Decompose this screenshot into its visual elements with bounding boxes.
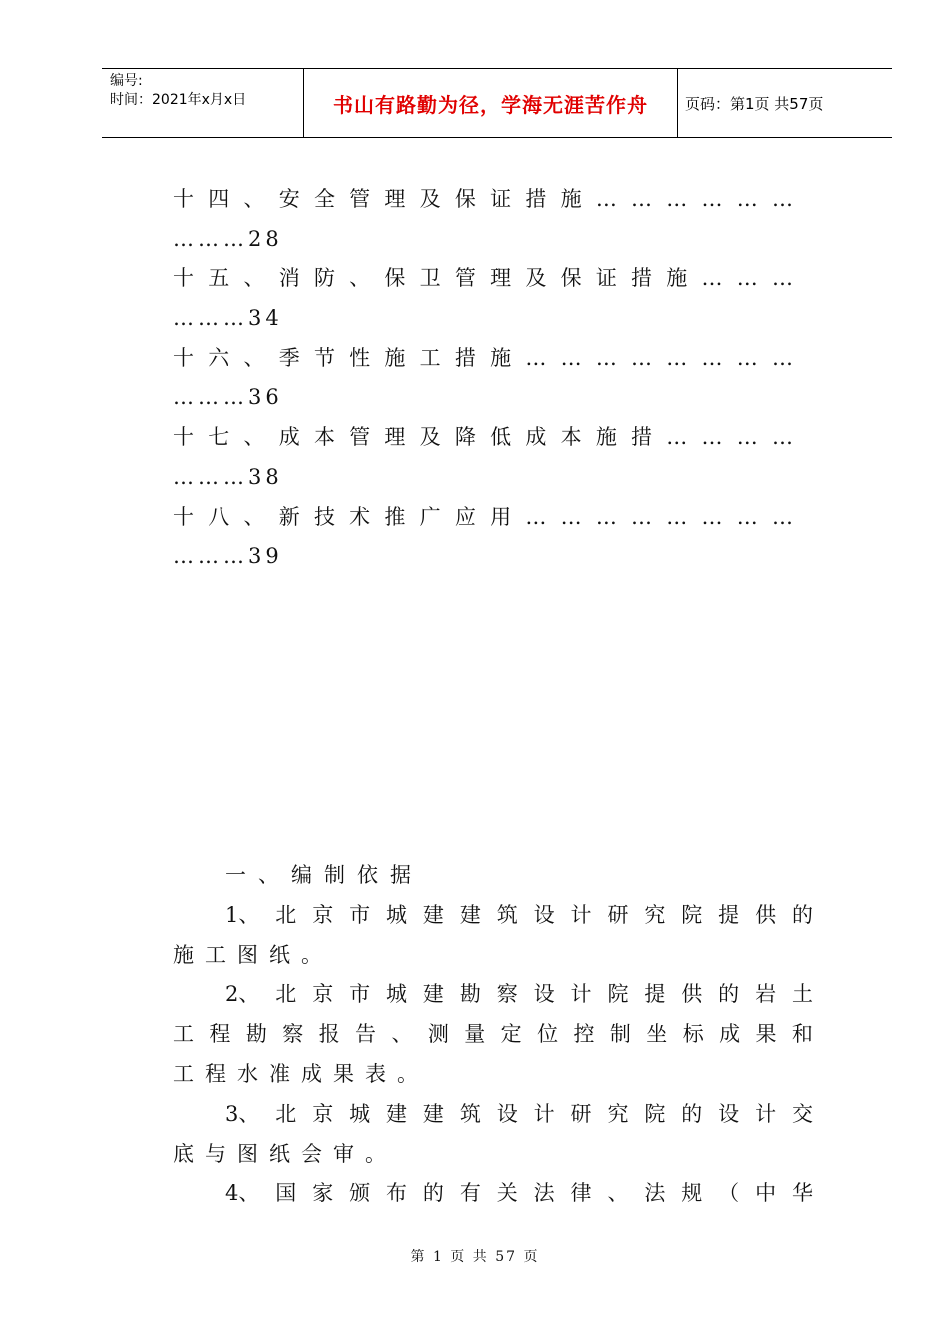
text-char: （: [718, 1181, 740, 1206]
toc-char: 、: [243, 425, 265, 450]
text-char: 勘: [245, 1022, 267, 1047]
paragraph-line: 底与图纸会审。: [173, 1141, 397, 1166]
toc-char: 工: [419, 345, 441, 370]
toc-char: 十: [173, 504, 194, 529]
toc-char: 施: [384, 345, 406, 370]
toc-char: 用: [490, 504, 512, 529]
text-char: 中: [755, 1181, 777, 1206]
text-char: 设: [533, 902, 555, 927]
document-time-label: 时间：2021年x月x日: [110, 92, 247, 108]
numbered-item-line: [173, 1095, 813, 1135]
text-char: 提: [644, 982, 666, 1007]
toc-char: 六: [208, 345, 230, 370]
toc-char: 成: [278, 425, 300, 450]
toc-char: 、: [243, 266, 265, 291]
text-char: 院: [644, 1101, 666, 1126]
text-char: 京: [312, 902, 334, 927]
text-char: 供: [681, 982, 703, 1007]
text-char: 城: [349, 1101, 371, 1126]
toc-char: …: [701, 266, 723, 291]
text-char: 3、: [225, 1101, 260, 1126]
text-char: 法: [533, 1181, 555, 1206]
toc-char: 性: [349, 345, 371, 370]
text-char: 筑: [459, 1101, 481, 1126]
text-char: 1、: [225, 902, 260, 927]
toc-entry-page: ………34: [173, 306, 283, 331]
text-char: 勘: [459, 982, 481, 1007]
text-char: 城: [386, 902, 407, 927]
text-char: 、: [391, 1022, 413, 1047]
toc-char: 低: [490, 425, 512, 450]
text-char: 的: [681, 1101, 703, 1126]
text-char: 关: [496, 1181, 518, 1206]
toc-entry-page: ………38: [173, 464, 283, 489]
toc-char: 管: [349, 187, 371, 211]
text-char: 法: [644, 1181, 666, 1206]
document-number-label: 编号:: [110, 73, 143, 89]
toc-char: 理: [384, 425, 406, 450]
toc-char: …: [771, 266, 793, 291]
text-char: 建: [459, 902, 481, 927]
toc-char: 措: [631, 266, 653, 291]
toc-char: 技: [313, 504, 335, 529]
toc-char: …: [771, 504, 793, 529]
toc-char: …: [736, 345, 758, 370]
toc-char: 五: [208, 266, 230, 291]
text-char: 提: [718, 902, 740, 927]
toc-char: …: [701, 425, 723, 450]
text-char: 北: [275, 1101, 297, 1126]
text-char: 建: [422, 902, 444, 927]
text-char: 规: [681, 1181, 703, 1206]
toc-entry[interactable]: [173, 339, 793, 379]
text-char: 坐: [646, 1022, 668, 1047]
toc-char: …: [525, 345, 547, 370]
header-meta: [110, 72, 246, 110]
text-char: 报: [318, 1022, 340, 1047]
text-char: 设: [533, 982, 555, 1007]
paragraph-line: 施工图纸。: [173, 942, 333, 967]
toc-char: 及: [419, 187, 441, 211]
text-char: 程: [209, 1022, 231, 1047]
toc-char: 全: [313, 187, 335, 211]
text-char: 控: [573, 1022, 595, 1047]
text-char: 建: [422, 982, 444, 1007]
text-char: 土: [791, 982, 813, 1007]
text-char: 北: [275, 982, 297, 1007]
text-char: 华: [791, 1181, 813, 1206]
table-of-contents: [173, 180, 793, 577]
toc-char: 理: [490, 266, 512, 291]
text-char: 计: [755, 1101, 777, 1126]
text-char: 市: [349, 982, 371, 1007]
toc-char: …: [631, 504, 653, 529]
toc-char: …: [560, 345, 582, 370]
toc-char: 降: [454, 425, 476, 450]
toc-char: …: [631, 187, 653, 211]
numbered-item-line: [173, 896, 813, 936]
toc-char: 安: [278, 187, 300, 211]
text-char: 计: [533, 1101, 555, 1126]
toc-char: 防: [313, 266, 335, 291]
toc-char: …: [595, 504, 617, 529]
toc-char: …: [701, 345, 723, 370]
page-footer: 第 1 页 共 57 页: [410, 1249, 540, 1265]
header-page-info: 页码：第1页 共57页: [685, 95, 824, 113]
toc-char: …: [560, 504, 582, 529]
text-char: 成: [719, 1022, 741, 1047]
text-char: 京: [312, 1101, 334, 1126]
text-char: 计: [570, 982, 592, 1007]
toc-char: …: [666, 345, 688, 370]
toc-char: 成: [525, 425, 547, 450]
text-char: 告: [355, 1022, 377, 1047]
toc-char: 理: [384, 187, 406, 211]
text-char: 制: [609, 1022, 631, 1047]
text-char: 布: [386, 1181, 407, 1206]
toc-char: 、: [243, 187, 265, 211]
text-char: 建: [386, 1101, 407, 1126]
toc-entry-page: ………28: [173, 226, 283, 251]
toc-entry[interactable]: [173, 180, 793, 220]
text-char: 测: [427, 1022, 449, 1047]
section-heading: 一、编制依据: [225, 863, 423, 887]
toc-char: 消: [278, 266, 300, 291]
toc-entry-page: ………36: [173, 385, 283, 410]
text-char: 的: [422, 1181, 444, 1206]
toc-char: …: [736, 187, 758, 211]
text-char: 的: [791, 902, 813, 927]
toc-char: …: [595, 187, 617, 211]
text-char: 筑: [496, 902, 518, 927]
text-char: 建: [422, 1101, 444, 1126]
toc-char: 、: [349, 266, 371, 291]
toc-char: 施: [595, 425, 617, 450]
text-char: 交: [791, 1101, 813, 1126]
toc-char: 措: [525, 187, 547, 211]
toc-char: …: [771, 187, 793, 211]
text-char: 和: [791, 1022, 813, 1047]
toc-char: …: [666, 504, 688, 529]
text-char: 究: [644, 902, 666, 927]
toc-entry-page: ………39: [173, 544, 283, 569]
toc-char: 施: [490, 345, 512, 370]
toc-char: 措: [454, 345, 476, 370]
text-char: 律: [570, 1181, 592, 1206]
toc-char: …: [525, 504, 547, 529]
toc-char: 措: [631, 425, 653, 450]
toc-char: 施: [666, 266, 688, 291]
toc-char: 四: [208, 187, 230, 211]
text-char: 位: [537, 1022, 559, 1047]
toc-char: 十: [173, 266, 194, 291]
section-body: [173, 856, 813, 1214]
toc-char: 节: [313, 345, 335, 370]
toc-char: …: [595, 345, 617, 370]
toc-char: …: [736, 504, 758, 529]
toc-char: 管: [454, 266, 476, 291]
text-char: 家: [312, 1181, 334, 1206]
toc-char: …: [666, 425, 688, 450]
text-char: 4、: [225, 1181, 260, 1206]
text-char: 有: [459, 1181, 481, 1206]
text-char: 、: [607, 1181, 629, 1206]
toc-entry[interactable]: [173, 418, 793, 458]
toc-char: 七: [208, 425, 230, 450]
toc-char: 推: [384, 504, 406, 529]
text-char: 研: [607, 902, 629, 927]
toc-char: …: [701, 187, 723, 211]
text-char: 研: [570, 1101, 592, 1126]
text-char: 察: [496, 982, 518, 1007]
text-char: 究: [607, 1101, 629, 1126]
text-char: 设: [496, 1101, 518, 1126]
text-char: 量: [464, 1022, 486, 1047]
toc-char: 证: [490, 187, 512, 211]
paragraph-line: [173, 1015, 813, 1055]
toc-entry[interactable]: [173, 498, 793, 538]
text-char: 工: [173, 1022, 194, 1047]
toc-char: …: [736, 266, 758, 291]
toc-char: …: [736, 425, 758, 450]
toc-char: …: [771, 345, 793, 370]
text-char: 的: [718, 982, 740, 1007]
toc-char: 保: [454, 187, 476, 211]
toc-char: 及: [525, 266, 547, 291]
toc-char: 十: [173, 345, 194, 370]
text-char: 设: [718, 1101, 740, 1126]
numbered-item-line: [173, 975, 813, 1015]
page-header: [102, 68, 892, 138]
text-char: 标: [682, 1022, 704, 1047]
toc-entry[interactable]: [173, 259, 793, 299]
toc-char: 卫: [419, 266, 441, 291]
text-char: 院: [681, 902, 703, 927]
toc-char: 证: [595, 266, 617, 291]
toc-char: …: [771, 425, 793, 450]
text-char: 供: [755, 902, 777, 927]
text-char: 国: [275, 1181, 297, 1206]
text-char: 定: [500, 1022, 522, 1047]
text-char: 市: [349, 902, 371, 927]
text-char: 计: [570, 902, 592, 927]
toc-char: …: [666, 187, 688, 211]
numbered-item-line: [173, 1174, 813, 1214]
toc-char: 应: [454, 504, 476, 529]
toc-char: …: [631, 345, 653, 370]
header-motto: 书山有路勤为径，学海无涯苦作舟: [333, 93, 648, 117]
text-char: 察: [282, 1022, 304, 1047]
toc-char: 术: [349, 504, 371, 529]
header-divider: [677, 69, 678, 137]
text-char: 2、: [225, 982, 260, 1007]
toc-char: 新: [278, 504, 300, 529]
text-char: 北: [275, 902, 297, 927]
toc-char: 本: [313, 425, 335, 450]
text-char: 颁: [349, 1181, 371, 1206]
toc-char: 保: [560, 266, 582, 291]
paragraph-line: 工程水准成果表。: [173, 1061, 429, 1086]
toc-char: 八: [208, 504, 230, 529]
toc-char: …: [701, 504, 723, 529]
toc-char: 、: [243, 345, 265, 370]
toc-char: 季: [278, 345, 300, 370]
toc-char: 十: [173, 425, 194, 450]
text-char: 京: [312, 982, 334, 1007]
text-char: 岩: [755, 982, 777, 1007]
toc-char: 、: [243, 504, 265, 529]
toc-char: 本: [560, 425, 582, 450]
text-char: 果: [755, 1022, 777, 1047]
toc-char: 管: [349, 425, 371, 450]
toc-char: 保: [384, 266, 406, 291]
toc-char: 及: [419, 425, 441, 450]
toc-char: 施: [560, 187, 582, 211]
text-char: 院: [607, 982, 629, 1007]
toc-char: 十: [173, 187, 194, 211]
text-char: 城: [386, 982, 407, 1007]
toc-char: 广: [419, 504, 441, 529]
